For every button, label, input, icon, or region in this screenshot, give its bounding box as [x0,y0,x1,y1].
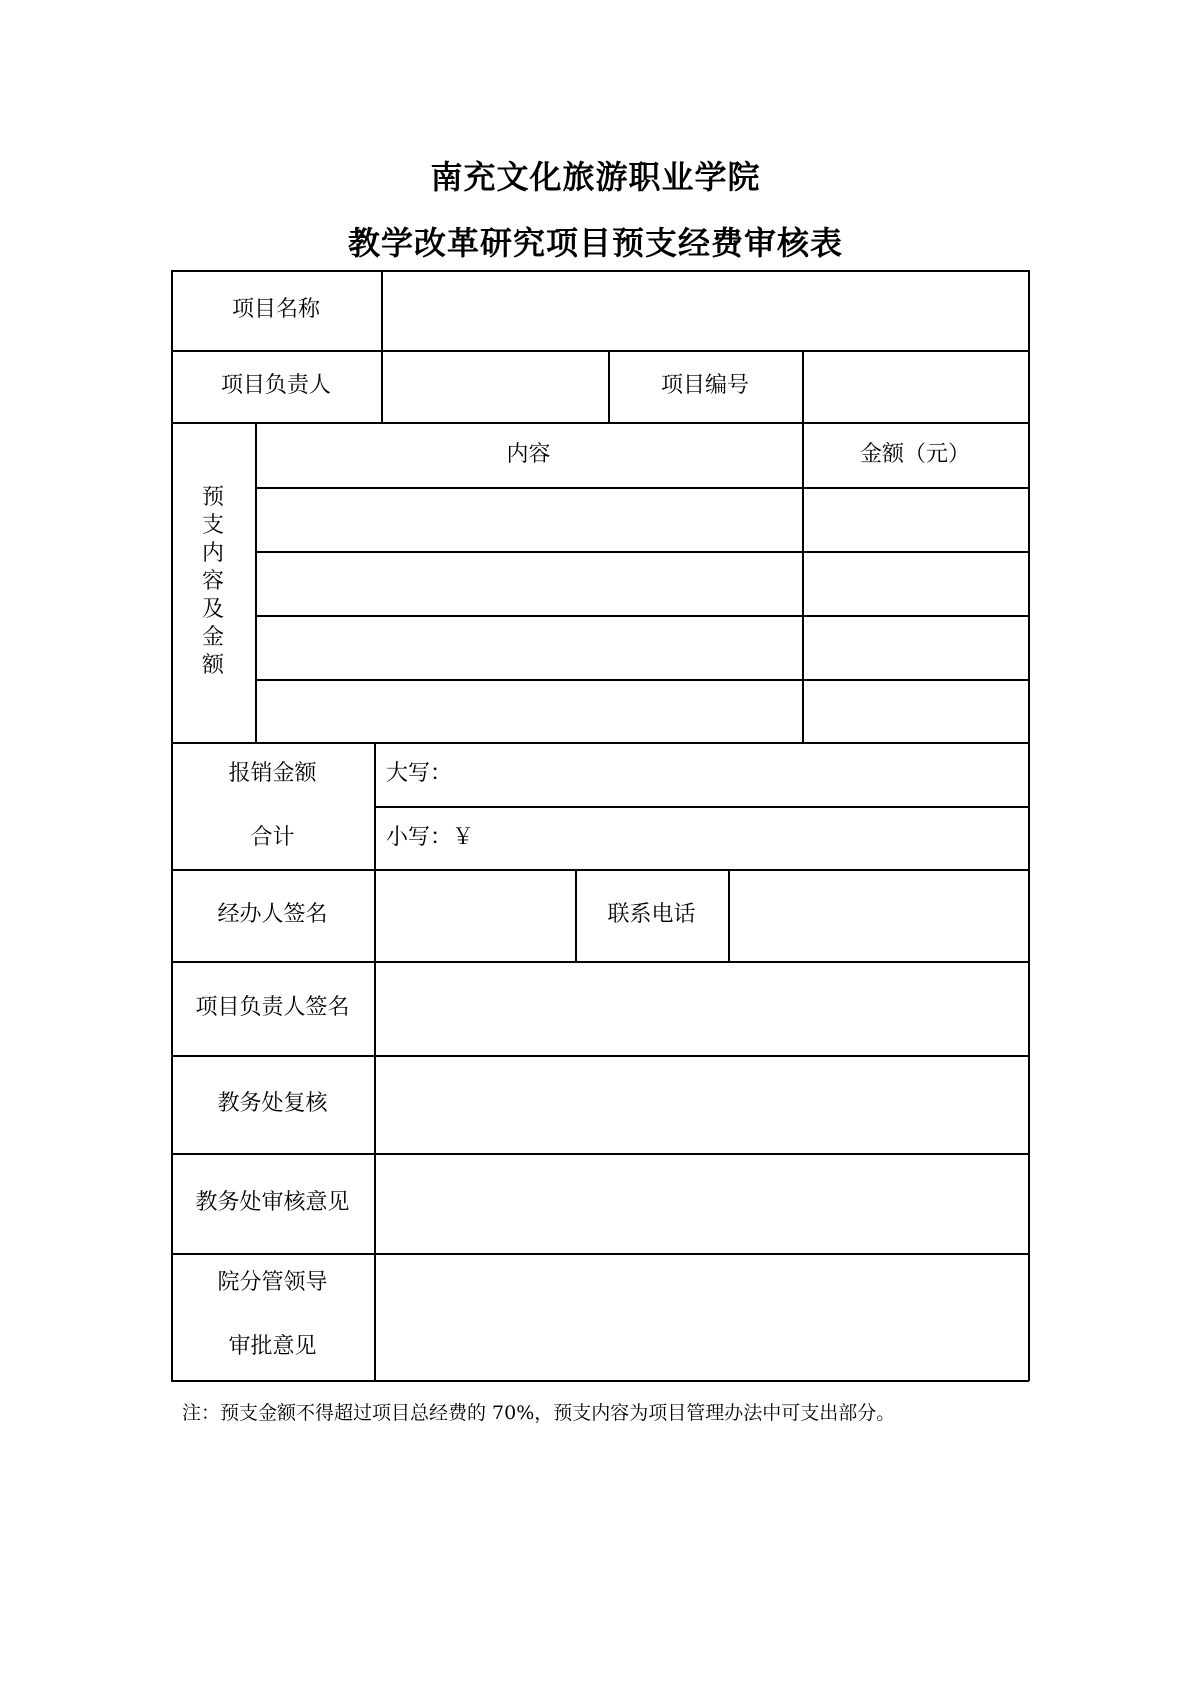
advance-section-char: 容 [201,569,224,594]
amount-in-figures-label: 小写：￥ [386,824,475,850]
project-number-label: 项目编号 [660,373,749,398]
advance-section-char: 预 [201,485,224,510]
content-field-4[interactable] [257,681,802,742]
contact-phone-label: 联系电话 [607,902,696,927]
amount-in-words-label: 大写： [386,761,453,786]
advance-section-char: 及 [201,597,224,622]
content-field-1[interactable] [257,489,802,551]
project-name-label: 项目名称 [231,297,320,322]
reimburse-label-line2: 合计 [250,824,295,850]
amount-field-3[interactable] [804,617,1027,679]
reimburse-label-line1: 报销金额 [228,761,317,786]
footnote: 注：预支金额不得超过项目总经费的 70%，预支内容为项目管理办法中可支出部分。 [182,1402,896,1424]
handler-signature-label: 经办人签名 [217,902,328,927]
project-number-field[interactable] [804,352,1027,422]
amount-in-figures-field[interactable] [374,806,1029,869]
academic-office-review-label: 教务处复核 [217,1091,328,1116]
academic-office-opinion-label: 教务处审核意见 [195,1190,350,1215]
project-name-field[interactable] [383,272,1027,350]
content-field-2[interactable] [257,553,802,615]
table-border-bottom [171,1380,1029,1382]
advance-section-char: 额 [201,653,224,678]
advance-section-char: 金 [201,625,224,650]
institution-title: 南充文化旅游职业学院 [430,158,761,196]
content-field-3[interactable] [257,617,802,679]
contact-phone-field[interactable] [730,871,1027,961]
project-leader-label: 项目负责人 [220,373,331,398]
amount-field-4[interactable] [804,681,1027,742]
amount-field-1[interactable] [804,489,1027,551]
college-leader-label-line1: 院分管领导 [217,1270,328,1295]
project-leader-field[interactable] [383,352,607,422]
content-column-header: 内容 [506,441,551,467]
handler-signature-field[interactable] [376,871,575,961]
academic-office-opinion-field[interactable] [376,1155,1027,1253]
academic-office-review-field[interactable] [376,1057,1027,1153]
college-leader-opinion-field[interactable] [376,1255,1027,1380]
leader-signature-field[interactable] [376,963,1027,1055]
form-title: 教学改革研究项目预支经费审核表 [347,224,843,262]
advance-section-char: 内 [201,541,224,566]
amount-field-2[interactable] [804,553,1027,615]
amount-in-words-field[interactable] [374,742,1029,806]
advance-section-char: 支 [201,513,224,538]
advance-section-label [171,422,255,742]
amount-column-header: 金额（元） [859,441,970,467]
college-leader-label-line2: 审批意见 [228,1334,317,1359]
leader-signature-label: 项目负责人签名 [195,995,350,1020]
